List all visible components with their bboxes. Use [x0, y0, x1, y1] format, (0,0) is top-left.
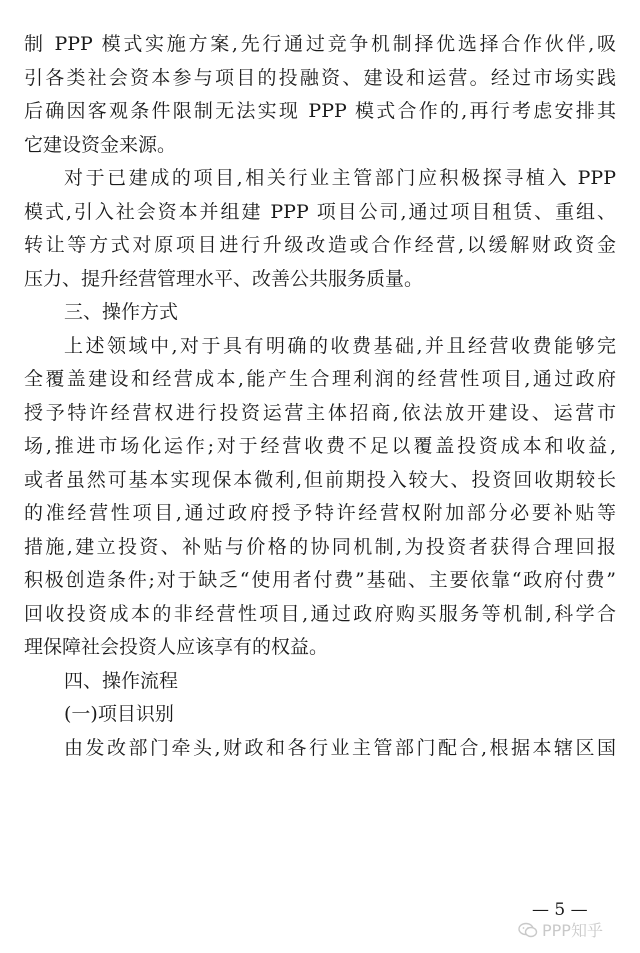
text-line: 授予特许经营权进行投资运营主体招商,依法放开建设、运营市 — [24, 401, 616, 424]
text-line: 由发改部门牵头,财政和各行业主管部门配合,根据本辖区国 — [64, 736, 616, 759]
text-line: 它建设资金来源。 — [24, 133, 177, 156]
text-line: 对于已建成的项目,相关行业主管部门应积极探寻植入 PPP — [64, 167, 616, 189]
watermark — [518, 918, 603, 941]
text-line: 转让等方式对原项目进行升级改造或合作经营,以缓解财政资金 — [24, 234, 616, 256]
text-line: 措施,建立投资、补贴与价格的协同机制,为投资者获得合理回报 — [24, 535, 616, 558]
text-line: 后确因客观条件限制无法实现 PPP 模式合作的,再行考虑安排其 — [24, 100, 616, 122]
text-line: 压力、提升经营管理水平、改善公共服务质量。 — [24, 267, 424, 290]
section-heading: 三、操作方式 — [64, 301, 179, 323]
text-line: 的准经营性项目,通过政府授予特许经营权附加部分必要补贴等 — [24, 502, 616, 524]
section-heading: (一)项目识别 — [64, 703, 174, 725]
document-page — [24, 28, 616, 765]
text-line: 或者虽然可基本实现保本微利,但前期投入较大、投资回收期较长 — [24, 468, 616, 491]
text-line: 引各类社会资本参与项目的投融资、建设和运营。经过市场实践 — [24, 66, 616, 89]
text-line: 上述领域中,对于具有明确的收费基础,并且经营收费能够完 — [64, 334, 616, 357]
wechat-icon — [518, 922, 538, 938]
section-heading: 四、操作流程 — [64, 669, 179, 692]
text-line: 理保障社会投资人应该享有的权益。 — [24, 636, 329, 658]
text-line: 积极创造条件;对于缺乏“使用者付费”基础、主要依靠“政府付费” — [24, 569, 616, 591]
text-line: 场,推进市场化运作;对于经营收费不足以覆盖投资成本和收益, — [24, 435, 616, 457]
text-line: 全覆盖建设和经营成本,能产生合理利润的经营性项目,通过政府 — [24, 368, 616, 390]
page-number: — 5 — — [532, 900, 588, 920]
watermark-text: PPP知乎 — [542, 921, 603, 940]
text-line: 模式,引入社会资本并组建 PPP 项目公司,通过项目租赁、重组、 — [24, 200, 616, 223]
text-line: 制 PPP 模式实施方案,先行通过竞争机制择优选择合作伙伴,吸 — [24, 33, 616, 55]
text-line: 回收投资成本的非经营性项目,通过政府购买服务等机制,科学合 — [24, 602, 616, 625]
